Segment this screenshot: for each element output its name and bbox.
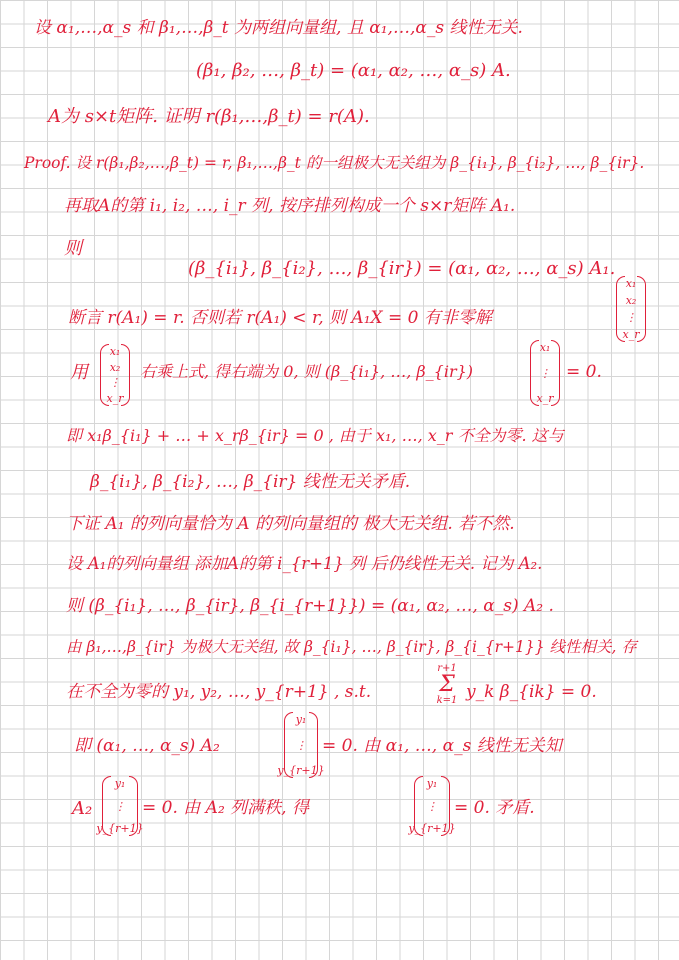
multiply-line-prefix: 用 — [70, 362, 88, 383]
proof-line-2: 再取A的第 i₁, i₂, …, i_r 列, 按序排列构成一个 s×r矩阵 A₁. — [64, 196, 516, 216]
contradiction-line-2: β_{i₁}, β_{i₂}, …, β_{ir} 线性无关矛盾. — [90, 472, 411, 492]
multiply-line-suffix: = 0. — [566, 362, 602, 382]
part2-line-1: 下证 A₁ 的列向量恰为 A 的列向量组的 极大无关组. 若不然. — [66, 514, 515, 534]
vector-y-column-2: y₁ ⋮ y_{r+1} — [96, 777, 144, 835]
claim-line: 断言 r(A₁) = r. 否则若 r(A₁) < r, 则 A₁X = 0 有非零解 — [68, 308, 492, 328]
part2-line-7-suffix: = 0. 矛盾. — [454, 798, 535, 818]
part2-line-2: 设 A₁的列向量组 添加A的第 i_{r+1} 列 后仍线性无关. 记为 A₂. — [66, 554, 543, 573]
contradiction-line-1: 即 x₁β_{i₁} + … + x_rβ_{ir} = 0 , 由于 x₁, …, x_r 不全为零. 这与 — [66, 426, 564, 445]
part2-line-3: 则 (β_{i₁}, …, β_{ir}, β_{i_{r+1}}) = (α₁, α₂, …, α_s) A₂ . — [66, 596, 554, 616]
part2-line-6-suffix: = 0. 由 α₁, …, α_s 线性无关知 — [322, 736, 562, 756]
vector-y-column-3: y₁ ⋮ y_{r+1} — [408, 777, 456, 835]
part2-line-7-middle: = 0. 由 A₂ 列满秩, 得 — [142, 798, 309, 818]
multiply-line-middle: 右乘上式, 得右端为 0, 则 (β_{i₁}, …, β_{ir}) — [140, 362, 474, 381]
proof-equation-a1: (β_{i₁}, β_{i₂}, …, β_{ir}) = (α₁, α₂, …, α_s) A₁. — [188, 258, 616, 279]
problem-statement-line-1: 设 α₁,…,α_s 和 β₁,…,β_t 为两组向量组, 且 α₁,…,α_s 线性无关. — [34, 18, 523, 38]
part2-line-5-suffix: y_k β_{ik} = 0. — [466, 682, 597, 702]
proof-line-1: Proof. 设 r(β₁,β₂,…,β_t) = r, β₁,…,β_t 的一组极大无关组为 β_{i₁}, β_{i₂}, …, β_{ir}. — [24, 154, 645, 172]
part2-line-4: 由 β₁,…,β_{ir} 为极大无关组, 故 β_{i₁}, …, β_{ir}, β_{i_{r+1}} 线性相关, 存 — [66, 638, 637, 656]
part2-line-7-prefix: A₂ — [72, 798, 93, 819]
problem-statement-line-3: A为 s×t矩阵. 证明 r(β₁,…,β_t) = r(A). — [48, 106, 370, 127]
part2-line-5-prefix: 在不全为零的 y₁, y₂, …, y_{r+1} , s.t. — [66, 682, 372, 702]
summation-sign: r+1 Σ k=1 — [436, 663, 458, 706]
vector-x-column-1: x₁ x₂ ⋮ x_r — [616, 276, 646, 342]
vector-x-column-2: x₁ x₂ ⋮ x_r — [100, 344, 130, 406]
part2-line-6-prefix: 即 (α₁, …, α_s) A₂ — [74, 736, 220, 756]
vector-y-column-1: y₁ ⋮ y_{r+1} — [277, 713, 325, 777]
vector-x-column-3: x₁ ⋮ x_r — [530, 340, 560, 406]
problem-statement-line-2: (β₁, β₂, …, β_t) = (α₁, α₂, …, α_s) A. — [196, 60, 511, 81]
proof-line-3: 则 — [64, 238, 82, 259]
